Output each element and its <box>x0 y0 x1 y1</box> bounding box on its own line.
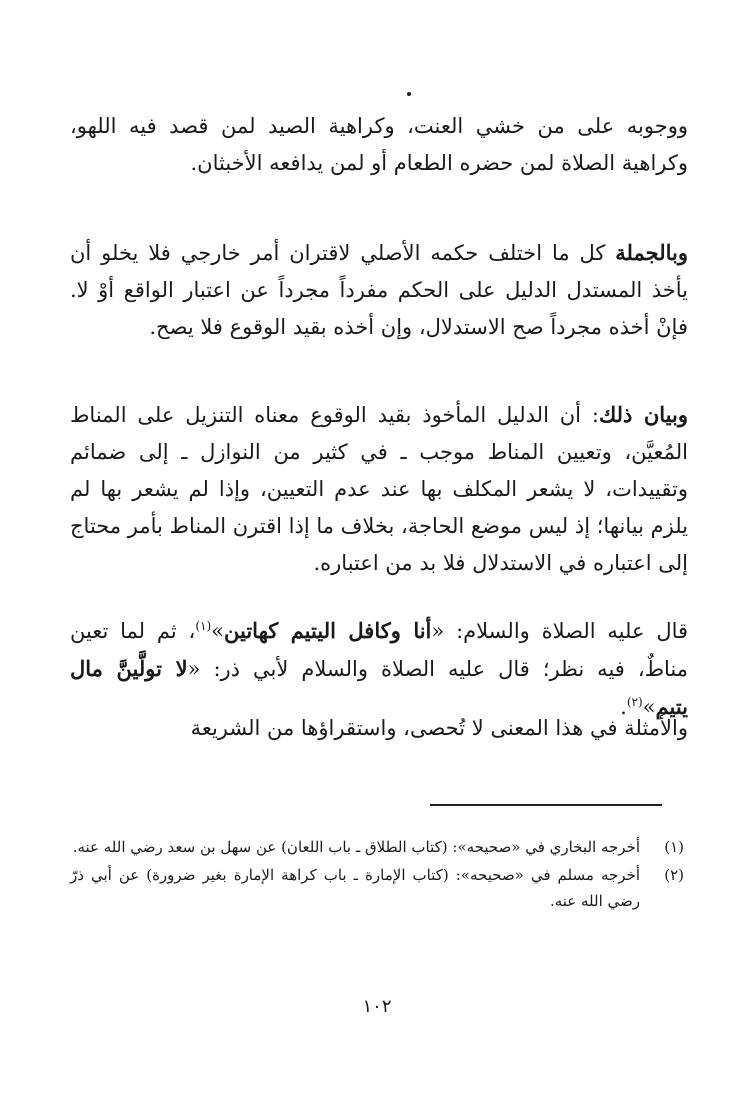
paragraph-2 <box>70 234 688 346</box>
quote-close-2: » <box>642 695 656 719</box>
footnote-ref-2[interactable]: (٢) <box>626 695 643 709</box>
paragraph-3 <box>70 396 688 582</box>
paragraph-1 <box>70 108 688 182</box>
footnote-2-number: (٢) <box>664 866 684 884</box>
paragraph-4-intro: قال عليه الصلاة والسلام: « <box>431 619 689 643</box>
footnotes <box>70 834 684 916</box>
paragraph-4-middle: ، ثم لما تعين مناطٌ، فيه نظر؛ قال عليه الصلاة والسلام لأبي ذر: « <box>70 619 689 681</box>
paragraph-5 <box>70 710 688 747</box>
paragraph-3-lead: وبيان ذلك <box>598 402 689 427</box>
footnote-2-text: أخرجه مسلم في «صحيحه»: (كتاب الإمارة ـ باب كراهة الإمارة بغير ضرورة) عن أبي ذرّ رضي الله عنه. <box>70 866 640 910</box>
footnote-1-text: أخرجه البخاري في «صحيحه»: (كتاب الطلاق ـ باب اللعان) عن سهل بن سعد رضي الله عنه. <box>72 838 640 856</box>
footnote-2 <box>70 862 684 914</box>
footnote-ref-1[interactable]: (١) <box>195 619 212 633</box>
paragraph-2-lead: وبالجملة <box>615 240 688 265</box>
paragraph-4-end: . <box>620 695 627 719</box>
hadith-quote-2: لا تولَّينَّ مال يتيم <box>70 656 688 719</box>
paragraph-2-text: كل ما اختلف حكمه الأصلي لاقتران أمر خارجي فلا يخلو أن يأخذ المستدل الدليل على الحكم مفرداً مجرداً عن اعتبار الواقع أوْ لا. فإنْ أخذه مجرداً صح الاستدلال، وإن أخذه بقيد الوقوع فلا يصح. <box>70 241 688 339</box>
footnote-1 <box>70 834 684 860</box>
paragraph-3-text: : أن الدليل المأخوذ بقيد الوقوع معناه التنزيل على المناط المُعيَّن، وتعيين المناط موجب ـ في كثير من النوازل ـ إلى ضمائم وتقييدات، لا يشعر المكلف بها عند عدم التعيين، وإذا لم يشعر بها لم يلزم بيانها؛ إذ ليس موضع الحاجة، بخلاف ما إذا اقترن المناط بأمر محتاج إلى اعتباره في الاستدلال فلا بد من اعتباره. <box>70 403 688 575</box>
paragraph-5-text: والأمثلة في هذا المعنى لا تُحصى، واستقراؤها من الشريعة <box>190 716 688 740</box>
quote-close-1: » <box>211 619 224 643</box>
hadith-quote-1: أنا وكافل اليتيم كهاتين <box>224 618 432 643</box>
footnote-separator <box>430 804 662 806</box>
page-number: ١٠٢ <box>362 996 392 1017</box>
paragraph-4 <box>70 612 688 726</box>
footnote-1-number: (١) <box>664 838 684 856</box>
header-dot <box>407 92 411 96</box>
paragraph-1-text: ووجوبه على من خشي العنت، وكراهية الصيد لمن قصد فيه اللهو، وكراهية الصلاة لمن حضره الطعام أو لمن يدافعه الأخبثان. <box>70 114 688 175</box>
